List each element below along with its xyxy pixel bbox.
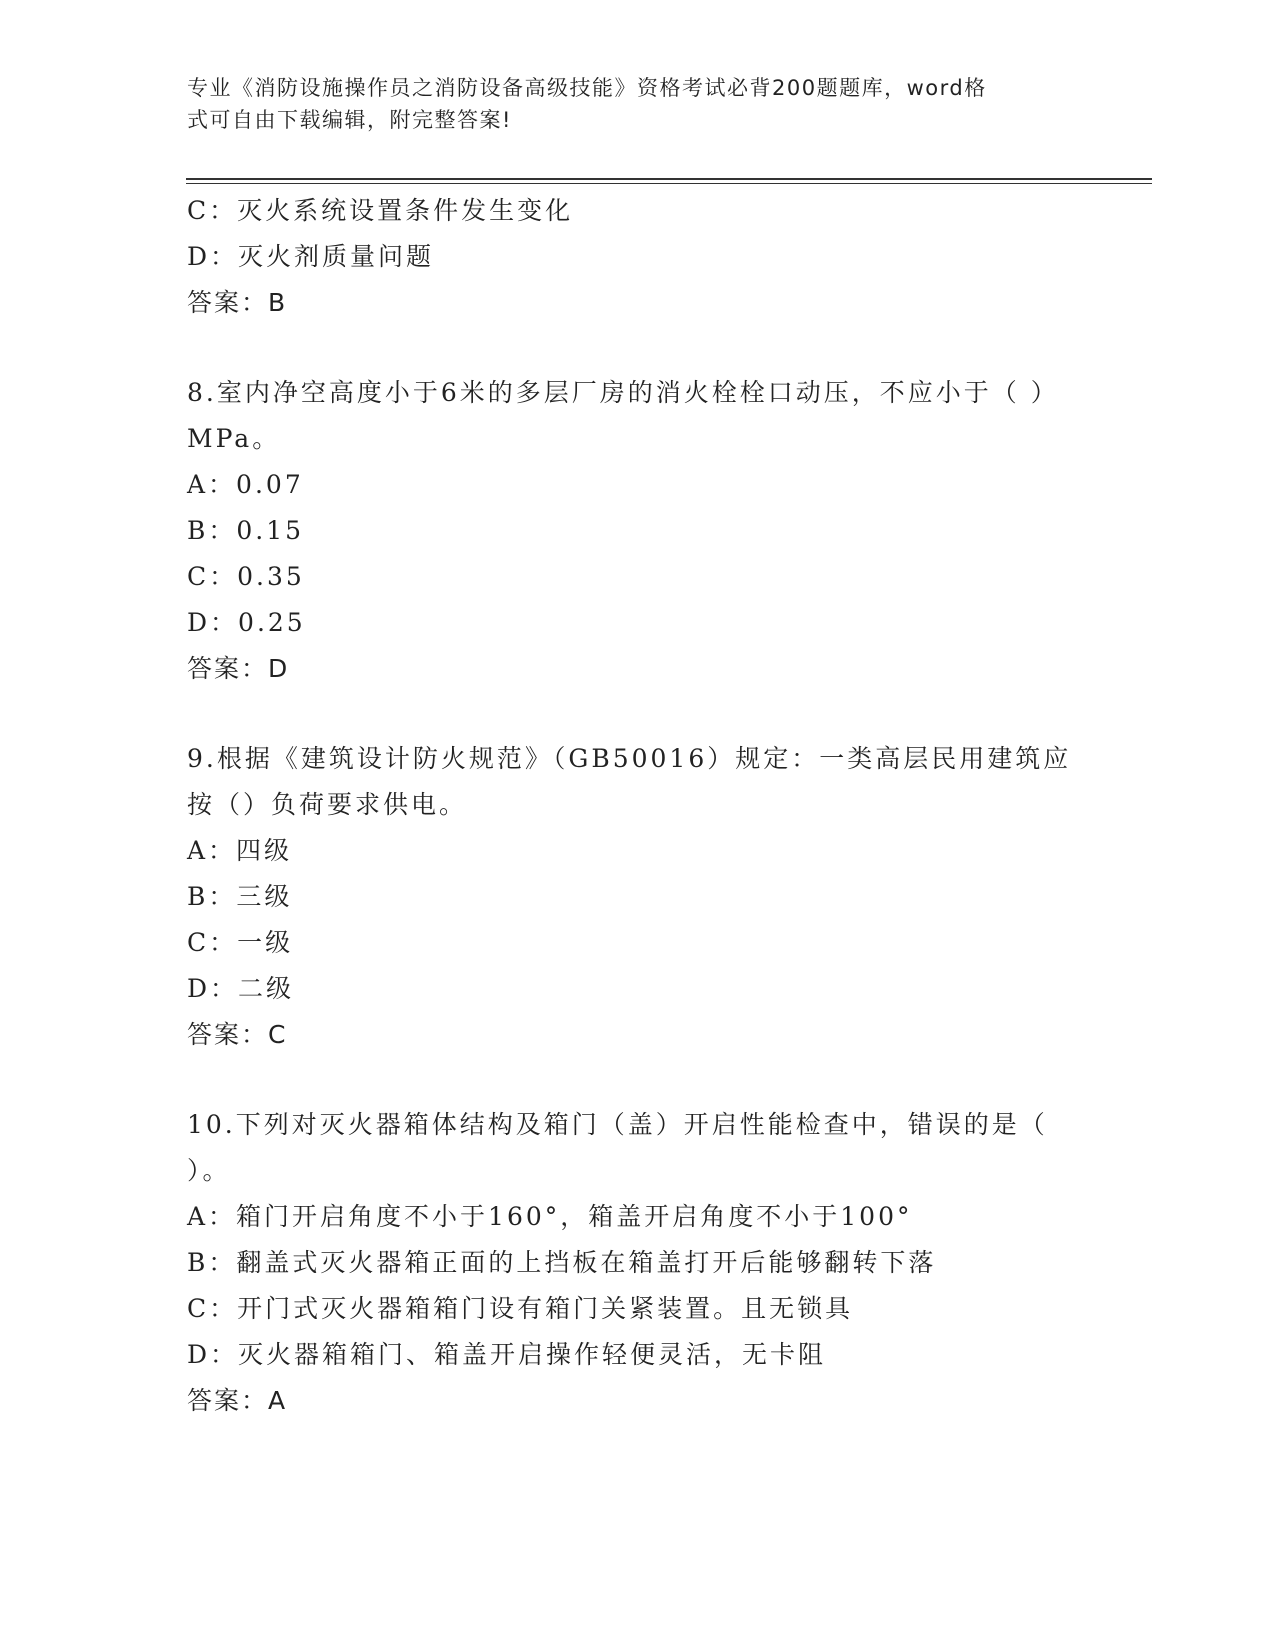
option-b: B：0.15: [187, 516, 305, 545]
option-c: C：开门式灭火器箱箱门设有箱门关紧装置。且无锁具: [187, 1294, 854, 1323]
option-d: D：灭火器箱箱门、箱盖开启操作轻便灵活，无卡阻: [187, 1340, 827, 1369]
option-d: D：0.25: [187, 608, 306, 637]
answer: 答案：D: [187, 654, 290, 683]
question-7-tail: [187, 188, 1087, 326]
question-text: 8.室内净空高度小于6米的多层厂房的消火栓栓口动压，不应小于（ ）MPa。: [187, 378, 1059, 453]
question-8: [187, 370, 1087, 692]
question-text: 10.下列对灭火器箱体结构及箱门（盖）开启性能检查中，错误的是（ ）。: [187, 1110, 1048, 1185]
answer: 答案：A: [187, 1386, 288, 1415]
answer: 答案：B: [187, 288, 288, 317]
option-b: B：翻盖式灭火器箱正面的上挡板在箱盖打开后能够翻转下落: [187, 1248, 937, 1277]
option-c: C：0.35: [187, 562, 305, 591]
question-list: [187, 188, 1087, 1424]
header-divider-thin: [186, 183, 1152, 184]
document-header: [187, 72, 1067, 136]
answer: 答案：C: [187, 1020, 288, 1049]
option-c: C：灭火系统设置条件发生变化: [187, 196, 574, 225]
option-a: A：0.07: [187, 470, 304, 499]
header-line-2: 式可自由下载编辑，附完整答案!: [187, 108, 512, 132]
question-text: 9.根据《建筑设计防火规范》（GB50016）规定：一类高层民用建筑应按（）负荷要求供电。: [187, 744, 1072, 819]
header-line-1: 专业《消防设施操作员之消防设备高级技能》资格考试必背200题题库，word格: [187, 76, 987, 100]
option-d: D：二级: [187, 974, 295, 1003]
option-b: B：三级: [187, 882, 293, 911]
question-10: [187, 1102, 1087, 1424]
header-divider-thick: [186, 178, 1152, 180]
option-a: A：箱门开启角度不小于160°，箱盖开启角度不小于100°: [187, 1202, 913, 1231]
question-9: [187, 736, 1087, 1058]
option-c: C：一级: [187, 928, 294, 957]
option-a: A：四级: [187, 836, 293, 865]
option-d: D：灭火剂质量问题: [187, 242, 435, 271]
